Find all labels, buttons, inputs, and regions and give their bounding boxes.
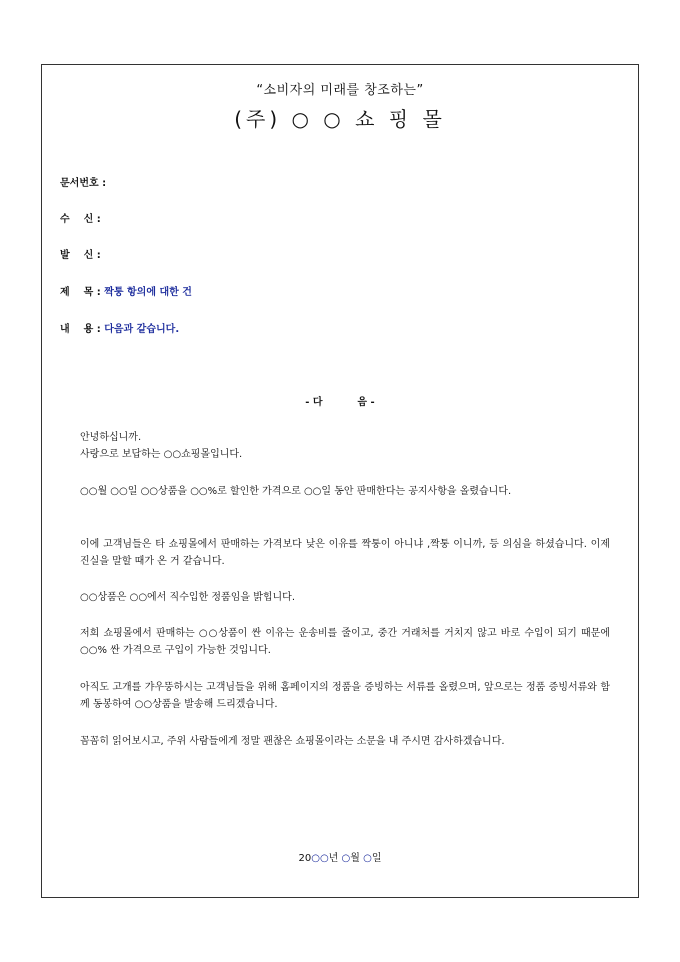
body-paragraph: 저희 쇼핑몰에서 판매하는 ○○상품이 싼 이유는 운송비를 줄이고, 중간 거래처를 거치지 않고 바로 수입이 되기 때문에 ○○% 싼 가격으로 구입이 가능한 것입니다. — [80, 628, 610, 656]
document-date — [42, 849, 638, 864]
content-field — [60, 320, 179, 335]
body-paragraph: 꼼꼼히 읽어보시고, 주위 사람들에게 정말 괜찮은 쇼핑몰이라는 소문을 내 주시면 감사하겠습니다. — [80, 736, 505, 747]
month-unit: 월 — [350, 853, 364, 864]
recipient-field — [60, 210, 101, 225]
subject-value: 짝퉁 항의에 대한 건 — [104, 287, 192, 298]
sender-field — [60, 246, 101, 261]
sender-label: 발 신 : — [60, 250, 101, 261]
section-heading: - 다 음 - — [305, 397, 375, 408]
slogan: “소비자의 미래를 창조하는” — [256, 83, 424, 98]
doc-number-label: 문서번호 : — [60, 178, 107, 189]
day-unit: 일 — [371, 853, 382, 864]
doc-number-field — [60, 174, 106, 189]
body-paragraph: 아직도 고개를 갸우뚱하시는 고객님들을 위해 홈페이지의 정품을 증빙하는 서류를 올렸으며, 앞으로는 정품 증빙서류와 함께 동봉하여 ○○상품을 발송해 드리겠습니다. — [80, 682, 610, 710]
body-paragraph: 안녕하십니까. — [80, 432, 142, 443]
date-prefix: 20 — [298, 853, 312, 864]
body-paragraph: ○○상품은 ○○에서 직수입한 정품임을 밝힙니다. — [80, 592, 296, 603]
body-paragraph: 이에 고객님들은 타 쇼핑몰에서 판매하는 가격보다 낮은 이유를 짝퉁이 아니냐 ,짝퉁 이니까, 등 의심을 하셨습니다. 이제 진실을 말할 때가 온 거 같습니다. — [80, 539, 610, 567]
document-page — [41, 64, 639, 898]
body-paragraph: 사랑으로 보답하는 ○○쇼핑몰입니다. — [80, 449, 243, 460]
year-mark: ○○ — [311, 853, 329, 864]
subject-field — [60, 283, 192, 298]
content-value: 다음과 같습니다. — [104, 324, 180, 335]
subject-label: 제 목 : — [60, 287, 105, 298]
company-name: (주) ○ ○ 쇼 핑 몰 — [234, 107, 446, 131]
month-mark: ○ — [341, 853, 351, 864]
day-mark: ○ — [363, 853, 372, 864]
body-paragraph: ○○월 ○○일 ○○상품을 ○○%로 할인한 가격으로 ○○일 동안 판매한다는 공지사항을 올렸습니다. — [80, 486, 512, 497]
content-label: 내 용 : — [60, 324, 105, 335]
recipient-label: 수 신 : — [60, 214, 101, 225]
year-unit: 년 — [328, 853, 342, 864]
